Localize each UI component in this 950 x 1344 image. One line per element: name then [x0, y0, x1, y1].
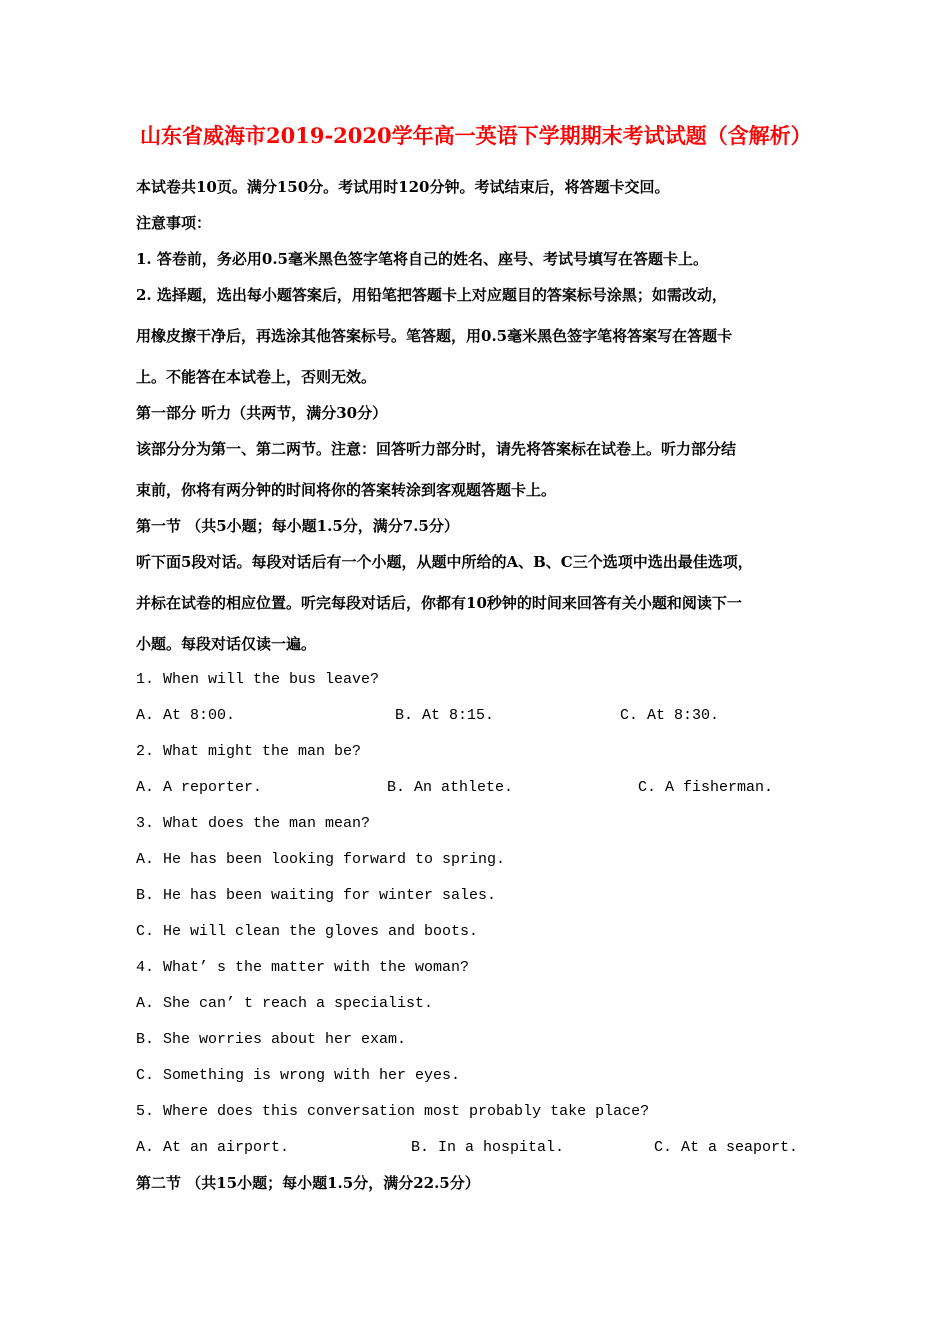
question-1-option-c: C. At 8:30. — [620, 707, 720, 724]
part1-desc-line-2: 束前，你将有两分钟的时间将你的答案转涂到客观题答题卡上。 — [136, 481, 557, 499]
question-5: 5. Where does this conversation most probably take place? — [136, 1103, 650, 1120]
question-3-option-b: B. He has been waiting for winter sales. — [136, 887, 497, 904]
notice-item-2-line-1: 2. 选择题，选出每小题答案后，用铅笔把答题卡上对应题目的答案标号涂黑；如需改动， — [136, 286, 727, 304]
question-5-option-c: C. At a seaport. — [654, 1139, 799, 1156]
question-2-option-b: B. An athlete. — [387, 779, 514, 796]
intro-text: 本试卷共10页。满分150分。考试用时120分钟。考试结束后，将答题卡交回。 — [136, 178, 670, 196]
question-2: 2. What might the man be? — [136, 743, 362, 760]
document-title: 山东省威海市2019-2020学年高一英语下学期期末考试试题（含解析） — [140, 123, 812, 148]
question-4-option-a: A. She can’ t reach a specialist. — [136, 995, 434, 1012]
notice-heading: 注意事项： — [136, 214, 212, 232]
question-3: 3. What does the man mean? — [136, 815, 371, 832]
section1-desc-line-3: 小题。每段对话仅读一遍。 — [136, 635, 317, 653]
question-1-option-b: B. At 8:15. — [395, 707, 495, 724]
question-4-option-b: B. She worries about her exam. — [136, 1031, 407, 1048]
question-1-option-a: A. At 8:00. — [136, 707, 236, 724]
question-1: 1. When will the bus leave? — [136, 671, 380, 688]
question-5-option-a: A. At an airport. — [136, 1139, 290, 1156]
section2-heading: 第二节 （共15小题；每小题1.5分，满分22.5分） — [136, 1174, 480, 1192]
question-3-option-c: C. He will clean the gloves and boots. — [136, 923, 479, 940]
notice-item-1: 1. 答卷前，务必用0.5毫米黑色签字笔将自己的姓名、座号、考试号填写在答题卡上。 — [136, 250, 708, 268]
section1-heading: 第一节 （共5小题；每小题1.5分，满分7.5分） — [136, 517, 459, 535]
question-3-option-a: A. He has been looking forward to spring. — [136, 851, 506, 868]
notice-item-2-line-2: 用橡皮擦干净后，再选涂其他答案标号。笔答题，用0.5毫米黑色签字笔将答案写在答题卡 — [136, 327, 733, 345]
question-4: 4. What’ s the matter with the woman? — [136, 959, 470, 976]
section1-desc-line-2: 并标在试卷的相应位置。听完每段对话后，你都有10秒钟的时间来回答有关小题和阅读下一 — [136, 594, 742, 612]
notice-item-2-line-3: 上。不能答在本试卷上，否则无效。 — [136, 368, 377, 386]
question-2-option-a: A. A reporter. — [136, 779, 263, 796]
question-5-option-b: B. In a hospital. — [411, 1139, 565, 1156]
part1-desc-line-1: 该部分分为第一、第二两节。注意：回答听力部分时，请先将答案标在试卷上。听力部分结 — [136, 440, 737, 458]
section1-desc-line-1: 听下面5段对话。每段对话后有一个小题，从题中所给的A、B、C三个选项中选出最佳选项， — [136, 553, 753, 571]
part1-heading: 第一部分 听力（共两节，满分30分） — [136, 404, 388, 422]
question-2-option-c: C. A fisherman. — [638, 779, 774, 796]
question-4-option-c: C. Something is wrong with her eyes. — [136, 1067, 461, 1084]
